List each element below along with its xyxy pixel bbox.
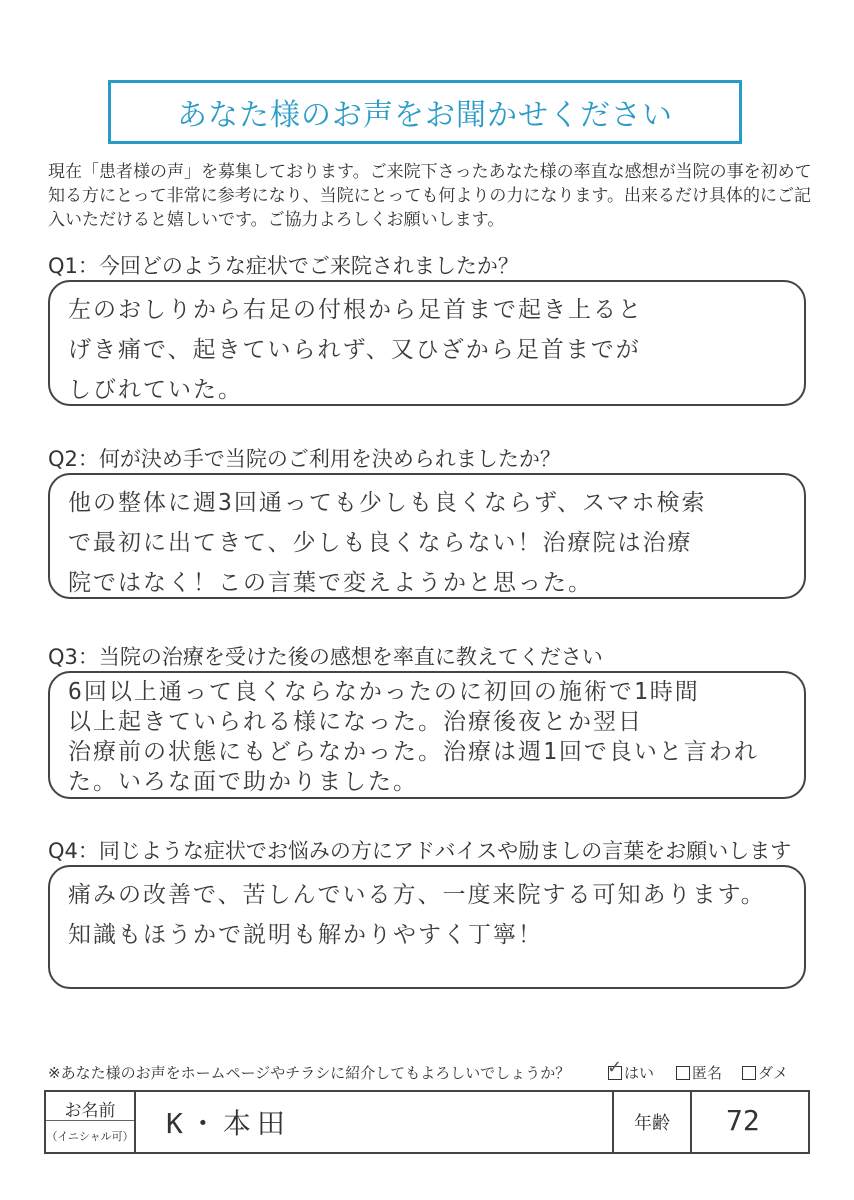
name-label-cell <box>46 1092 136 1152</box>
answer-2-line: で最初に出てきて、少しも良くならない！治療院は治療 <box>68 530 693 556</box>
yes-checkbox[interactable] <box>607 1056 623 1080</box>
intro-paragraph <box>48 160 812 232</box>
name-value[interactable]: K・本田 <box>166 1107 291 1140</box>
answer-3-line: 6回以上通って良くならなかったのに初回の施術で1時間 <box>68 679 700 705</box>
age-value[interactable]: 72 <box>726 1104 760 1137</box>
label-divider <box>46 1120 134 1121</box>
answer-4-line: 知識もほうかで説明も解かりやすく丁寧！ <box>68 922 543 948</box>
question-4-label: Q4：同じような症状でお悩みの方にアドバイスや励ましの言葉をお願いします <box>48 839 792 863</box>
answer-2-line: 院ではなく！この言葉で変えようかと思った。 <box>68 570 593 596</box>
name-sub-label: （イニシャル可） <box>46 1130 134 1143</box>
age-label: 年齢 <box>634 1113 670 1134</box>
title-box <box>108 80 742 144</box>
check-icon: ✓ <box>607 1056 623 1078</box>
question-2-label: Q2：何が決め手で当院のご利用を決められましたか？ <box>48 447 561 471</box>
consent-row <box>48 1056 808 1084</box>
answer-box-1 <box>48 280 806 406</box>
option-no[interactable] <box>742 1062 788 1083</box>
no-checkbox[interactable] <box>742 1066 756 1080</box>
page-title: あなた様のお声をお聞かせください <box>177 98 673 133</box>
option-anonymous[interactable] <box>676 1062 722 1083</box>
consent-question: ※あなた様のお声をホームページやチラシに紹介してもよろしいでしょうか？ <box>48 1064 571 1082</box>
answer-box-2 <box>48 473 806 599</box>
answer-box-3 <box>48 671 806 799</box>
age-label-cell <box>612 1092 692 1152</box>
option-yes[interactable] <box>607 1056 655 1083</box>
option-yes-label: はい <box>624 1064 655 1082</box>
answer-3-line: 以上起きていられる様になった。治療後夜とか翌日 <box>68 709 643 735</box>
option-no-label: ダメ <box>758 1064 789 1082</box>
name-age-table <box>44 1090 810 1154</box>
answer-1-line: 左のおしりから右足の付根から足首まで起き上ると <box>68 297 643 323</box>
answer-4-line: 痛みの改善で、苦しんでいる方、一度来院する可知あります。 <box>68 882 766 908</box>
answer-3-line: た。いろな面で助かりました。 <box>68 769 418 795</box>
answer-3-line: 治療前の状態にもどらなかった。治療は週1回で良いと言われ <box>68 739 759 765</box>
question-3-label: Q3：当院の治療を受けた後の感想を率直に教えてください <box>48 645 603 669</box>
intro-line: 入いただけると嬉しいです。ご協力よろしくお願いします。 <box>48 210 505 230</box>
anonymous-checkbox[interactable] <box>676 1066 690 1080</box>
intro-line: 知る方にとって非常に参考になり、当院にとっても何よりの力になります。出来るだけ具体的にご記 <box>48 186 811 206</box>
intro-line: 現在「患者様の声」を募集しております。ご来院下さったあなた様の率直な感想が当院の事を初めて <box>48 162 812 182</box>
option-anonymous-label: 匿名 <box>692 1064 723 1082</box>
answer-box-4 <box>48 865 806 989</box>
answer-1-line: しびれていた。 <box>68 377 243 403</box>
answer-2-line: 他の整体に週3回通っても少しも良くならず、スマホ検索 <box>68 490 707 516</box>
answer-1-line: げき痛で、起きていられず、又ひざから足首までが <box>68 337 641 363</box>
question-1-label: Q1：今回どのような症状でご来院されましたか？ <box>48 254 519 278</box>
name-label: お名前 <box>64 1101 116 1121</box>
